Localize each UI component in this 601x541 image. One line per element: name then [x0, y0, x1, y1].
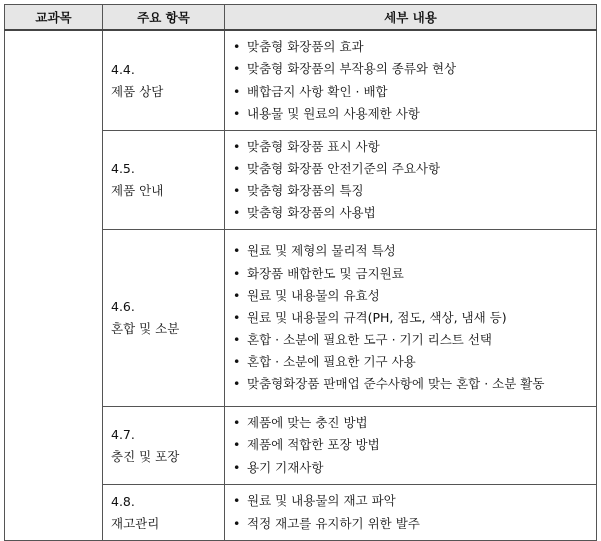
- bullet-icon: •: [233, 160, 241, 176]
- list-item: • 내용물 및 원료의 사용제한 사항: [233, 103, 590, 125]
- list-item: • 용기 기재사항: [233, 457, 590, 479]
- topic-number: 4.5.: [111, 161, 135, 176]
- list-item: • 화장품 배합한도 및 금지원료: [233, 263, 590, 285]
- topic-number: 4.7.: [111, 426, 135, 442]
- topic-number: 4.6.: [111, 299, 135, 314]
- list-item: • 맞춤형 화장품의 부작용의 종류와 현상: [233, 58, 590, 80]
- bullet-icon: •: [233, 205, 241, 221]
- list-item: • 제품에 맞는 충진 방법: [233, 412, 590, 434]
- list-item: • 제품에 적합한 포장 방법: [233, 434, 590, 456]
- bullet-icon: •: [233, 287, 241, 303]
- bullet-icon: •: [233, 459, 241, 475]
- header-row: [5, 5, 597, 31]
- bullet-icon: •: [233, 138, 241, 154]
- list-item: • 맞춤형 화장품의 효과: [233, 36, 590, 58]
- subject-cell: [5, 30, 103, 541]
- details-cell: [225, 30, 597, 131]
- details-list: [233, 240, 590, 395]
- list-item: • 맞춤형 화장품 표시 사항: [233, 136, 590, 158]
- details-cell: [225, 407, 597, 485]
- bullet-icon: •: [233, 437, 241, 453]
- header-details: 세부 내용: [225, 5, 597, 31]
- list-item: • 원료 및 내용물의 규격(PH, 점도, 색상, 냄새 등): [233, 307, 590, 329]
- bullet-icon: •: [233, 39, 241, 55]
- bullet-icon: •: [233, 105, 241, 121]
- topic-title: 제품 안내: [111, 183, 164, 198]
- topic-number: 4.4.: [111, 61, 135, 77]
- topic-cell: [103, 230, 225, 407]
- details-list: [233, 136, 590, 225]
- topic-cell: [103, 485, 225, 541]
- details-list: [233, 36, 590, 125]
- list-item: • 맞춤형화장품 판매업 준수사항에 맞는 혼합 · 소분 활동: [233, 373, 590, 395]
- bullet-icon: •: [233, 83, 241, 99]
- topic-number: 4.8.: [111, 493, 135, 509]
- bullet-icon: •: [233, 415, 241, 431]
- bullet-icon: •: [233, 183, 241, 198]
- list-item: • 원료 및 내용물의 재고 파악: [233, 490, 590, 512]
- bullet-icon: •: [233, 493, 241, 509]
- list-item: • 배합금지 사항 확인 · 배합: [233, 81, 590, 103]
- list-item: • 혼합 · 소분에 필요한 기구 사용: [233, 351, 590, 373]
- details-list: [233, 412, 590, 479]
- header-topic: 주요 항목: [103, 5, 225, 31]
- list-item: • 혼합 · 소분에 필요한 도구 · 기기 리스트 선택: [233, 329, 590, 351]
- bullet-icon: •: [233, 61, 241, 77]
- list-item: • 맞춤형 화장품의 사용법: [233, 202, 590, 224]
- topic-title: 재고관리: [111, 515, 160, 531]
- table-row: [5, 30, 597, 131]
- header-subject: 교과목: [5, 5, 103, 31]
- list-item: • 원료 및 제형의 물리적 특성: [233, 240, 590, 262]
- bullet-icon: •: [233, 243, 241, 259]
- details-cell: [225, 485, 597, 541]
- bullet-icon: •: [233, 309, 241, 325]
- topic-title: 충진 및 포장: [111, 448, 180, 464]
- details-cell: [225, 131, 597, 230]
- bullet-icon: •: [233, 515, 241, 531]
- topic-title: 혼합 및 소분: [111, 321, 180, 336]
- topic-title: 제품 상담: [111, 83, 164, 99]
- details-list: [233, 490, 590, 534]
- bullet-icon: •: [233, 354, 241, 370]
- list-item: • 원료 및 내용물의 유효성: [233, 285, 590, 307]
- bullet-icon: •: [233, 332, 241, 348]
- list-item: • 맞춤형 화장품의 특징: [233, 180, 590, 202]
- curriculum-table: [4, 4, 597, 541]
- topic-cell: [103, 30, 225, 131]
- details-cell: [225, 230, 597, 407]
- bullet-icon: •: [233, 265, 241, 281]
- bullet-icon: •: [233, 376, 241, 392]
- topic-cell: [103, 131, 225, 230]
- list-item: • 맞춤형 화장품 안전기준의 주요사항: [233, 158, 590, 180]
- topic-cell: [103, 407, 225, 485]
- list-item: • 적정 재고를 유지하기 위한 발주: [233, 513, 590, 535]
